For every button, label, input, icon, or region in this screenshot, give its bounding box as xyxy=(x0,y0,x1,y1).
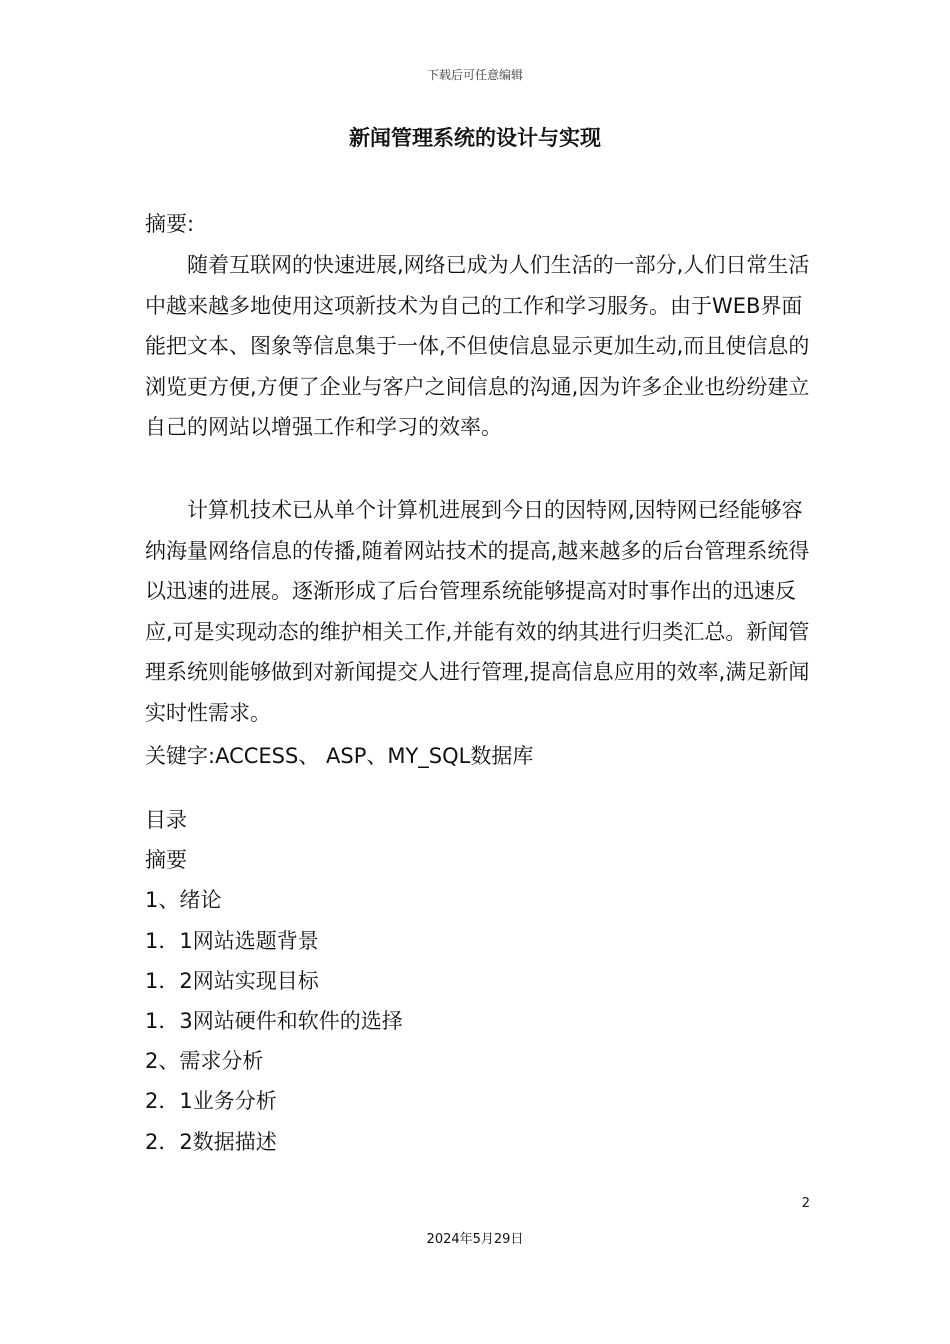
toc-item: 2、需求分析 xyxy=(145,1049,264,1074)
page-number: 2 xyxy=(801,1196,810,1211)
toc-item: 1．1网站选题背景 xyxy=(145,928,319,953)
toc-item: 1、绪论 xyxy=(145,888,222,913)
toc-item: 1．2网站实现目标 xyxy=(145,968,319,993)
document-title: 新闻管理系统的设计与实现 xyxy=(349,126,601,150)
footer-date: 2024年5月29日 xyxy=(426,1232,524,1247)
abstract-label: 摘要: xyxy=(145,212,195,236)
toc-item: 2．2数据描述 xyxy=(145,1129,277,1154)
paragraph-text: 计算机技术已从单个计算机进展到今日的因特网,因特网已经能够容纳海量网络信息的传播,随着网站技术的提高,越来越多的后台管理系统得以迅速的进展。逐渐形成了后台管理系统能够提高对时事作出的迅速反应,可是实现动态的维护相关工作,并能有效的纳其进行归类汇总。新闻管理系统则能够做到对新闻提交人进行管理,提高信息应用的效率,满足新闻实时性需求。 xyxy=(145,498,810,725)
abstract-paragraph-2 xyxy=(145,490,810,733)
keywords-line: 关键字:ACCESS、 ASP、MY_SQL数据库 xyxy=(145,744,534,768)
abstract-paragraph-1 xyxy=(145,245,810,448)
toc-item: 摘要 xyxy=(145,848,187,873)
paragraph-text: 随着互联网的快速进展,网络已成为人们生活的一部分,人们日常生活中越来越多地使用这项新技术为自己的工作和学习服务。由于WEB界面能把文本、图象等信息集于一体,不但使信息显示更加生动,而且使信息的浏览更方便,方便了企业与客户之间信息的沟通,因为许多企业也纷纷建立自己的网站以增强工作和学习的效率。 xyxy=(145,253,810,439)
toc-item: 1．3网站硬件和软件的选择 xyxy=(145,1009,403,1034)
toc-item: 2．1业务分析 xyxy=(145,1089,277,1114)
table-of-contents xyxy=(145,800,810,1162)
toc-heading: 目录 xyxy=(145,808,187,832)
header-note: 下载后可任意编辑 xyxy=(426,68,523,82)
